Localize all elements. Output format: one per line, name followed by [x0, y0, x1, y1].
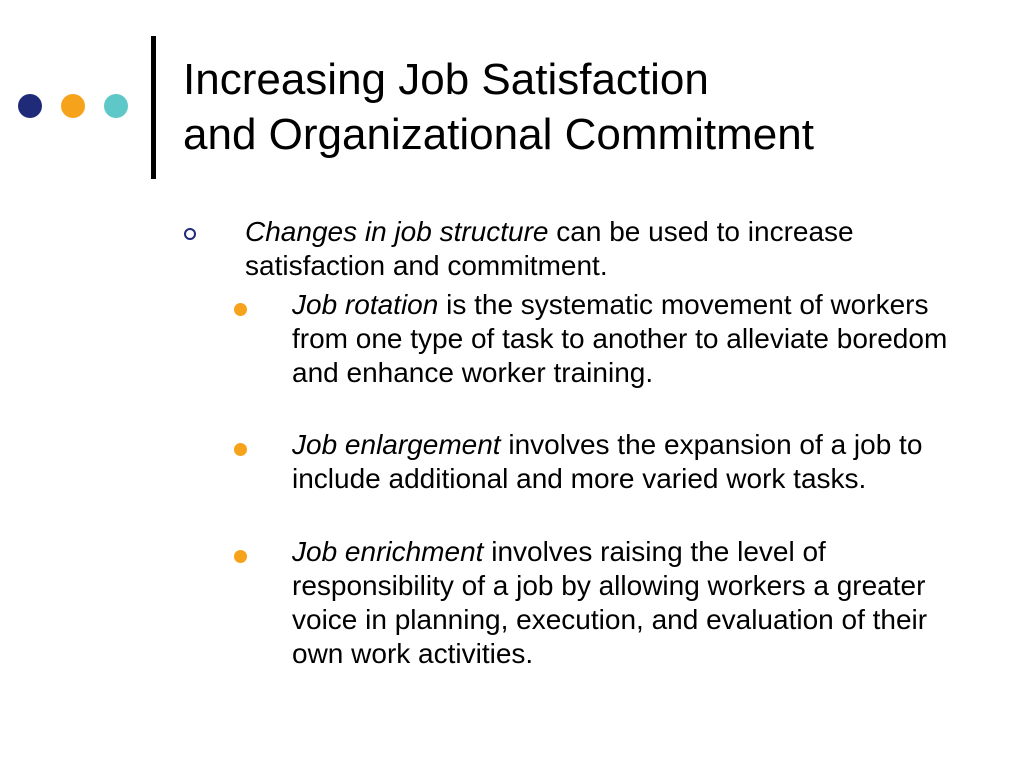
sub-bullet-text: involves raising the level of responsibility of a job by allowing workers a greater voice in planning, execution, and evaluation of their own work activities.	[292, 536, 928, 669]
title-line-1: Increasing Job Satisfaction	[183, 55, 709, 104]
sub-bullet-term: Job enrichment	[292, 536, 484, 567]
filled-circle-bullet-icon	[234, 443, 247, 456]
hollow-circle-bullet-icon	[184, 228, 196, 240]
sub-bullet-item	[292, 535, 972, 671]
sub-bullet-text: involves the expansion of a job to include additional and more varied work tasks.	[292, 429, 923, 494]
navy-dot-icon	[18, 94, 42, 118]
title-line-2: and Organizational Commitment	[183, 110, 814, 159]
filled-circle-bullet-icon	[234, 303, 247, 316]
sub-bullet-term: Job rotation	[292, 289, 439, 320]
sub-bullet-item	[292, 428, 972, 496]
teal-dot-icon	[104, 94, 128, 118]
sub-bullet-item	[292, 288, 972, 390]
title-divider	[151, 36, 156, 179]
bullet-term: Changes in job structure	[245, 216, 549, 247]
sub-bullet-term: Job enlargement	[292, 429, 501, 460]
bullet-text: can be used to increase satisfaction and commitment.	[245, 216, 854, 281]
sub-bullet-text: is the systematic movement of workers from one type of task to another to alleviate boredom and enhance worker training.	[292, 289, 948, 388]
orange-dot-icon	[61, 94, 85, 118]
filled-circle-bullet-icon	[234, 550, 247, 563]
bullet-item	[245, 215, 895, 283]
slide-title	[183, 52, 814, 162]
